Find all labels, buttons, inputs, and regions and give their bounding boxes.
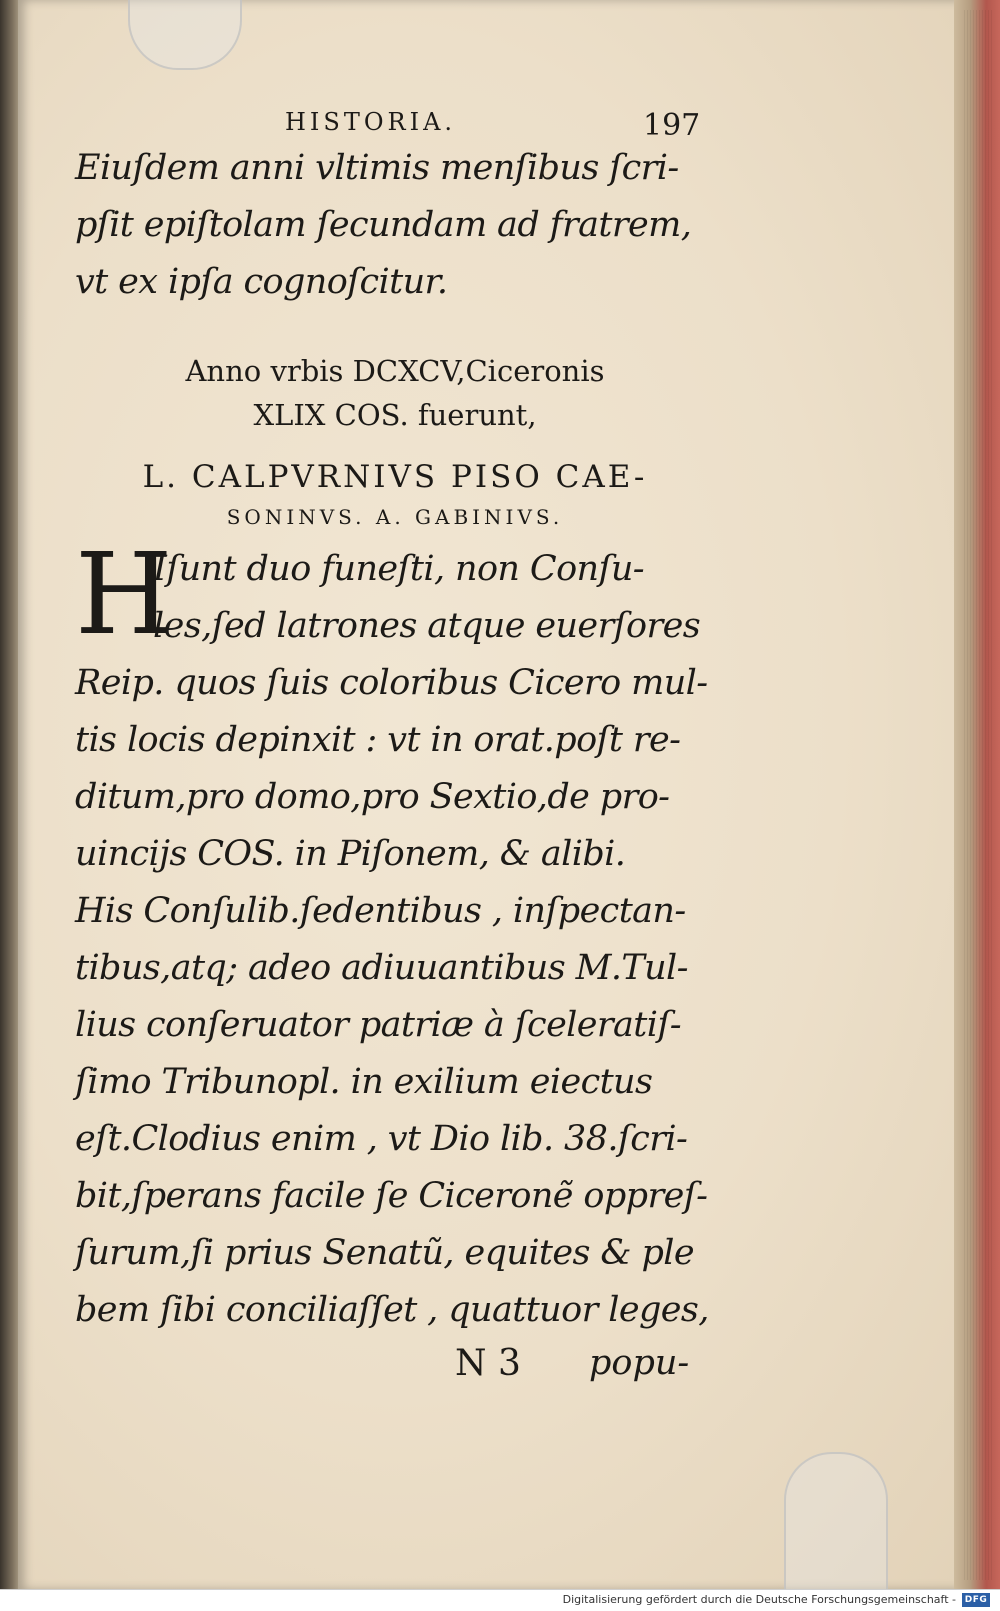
text-line: uincijs COS. in Piſonem, & alibi. bbox=[75, 834, 626, 874]
text-line: tibus,atq; adeo adiuuantibus M.Tul- bbox=[75, 948, 688, 988]
digitization-footer bbox=[0, 1589, 1000, 1611]
text-line: His Conſulib.ſedentibus , inſpectan- bbox=[75, 891, 686, 931]
signature-mark: N 3 bbox=[455, 1343, 521, 1384]
text-line: ſurum,ſi prius Senatũ, equites & ple bbox=[75, 1233, 694, 1273]
intro-paragraph bbox=[75, 140, 715, 311]
running-head bbox=[75, 100, 715, 143]
consuls-line: SONINVS. A. GABINIVS. bbox=[226, 505, 564, 529]
page-clip-bottom bbox=[784, 1452, 888, 1606]
text-line: eſt.Clodius enim , vt Dio lib. 38.ſcri- bbox=[75, 1119, 688, 1159]
book-fore-edge bbox=[954, 0, 1000, 1590]
text-line: vt ex ipſa cognoſcitur. bbox=[75, 262, 448, 302]
footer-credit: Digitalisierung gefördert durch die Deutsche Forschungsgemeinschaft - bbox=[562, 1593, 956, 1606]
text-line: ſimo Tribunopl. in exilium eiectus bbox=[75, 1062, 653, 1102]
text-line: bit,ſperans facile ſe Ciceronẽ oppreſ- bbox=[75, 1176, 708, 1216]
page-number: 197 bbox=[643, 108, 701, 143]
drop-cap: H bbox=[75, 530, 173, 660]
dfg-logo-icon: DFG bbox=[962, 1593, 990, 1607]
page-text bbox=[75, 100, 715, 1399]
text-line: Iſunt duo funeſti, non Conſu- bbox=[153, 549, 645, 589]
fore-edge-texture bbox=[964, 10, 994, 1580]
running-title: HISTORIA. bbox=[285, 108, 457, 136]
catchword: popu- bbox=[589, 1343, 690, 1383]
text-line: bem ſibi conciliaſſet , quattuor leges, bbox=[75, 1290, 709, 1330]
text-line: ditum,pro domo,pro Sextio,de pro- bbox=[75, 777, 670, 817]
year-heading bbox=[75, 349, 715, 437]
text-line: Eiuſdem anni vltimis menſibus ſcri- bbox=[75, 148, 679, 188]
text-line: les,ſed latrones atque euerſores bbox=[153, 606, 701, 646]
body-paragraph bbox=[75, 530, 715, 1339]
text-line: pſit epiſtolam ſecundam ad fratrem, bbox=[75, 205, 692, 245]
year-heading-line: XLIX COS. fuerunt, bbox=[253, 398, 537, 432]
year-heading-line: Anno vrbis DCXCV,Ciceronis bbox=[185, 354, 605, 388]
catchline bbox=[75, 1339, 715, 1399]
text-line: lius conſeruator patriæ à ſceleratiſ- bbox=[75, 1005, 681, 1045]
text-line: Reip. quos ſuis coloribus Cicero mul- bbox=[75, 663, 708, 703]
consuls-heading bbox=[75, 457, 715, 537]
consuls-line: L. CALPVRNIVS PISO CAE- bbox=[142, 459, 648, 495]
text-line: tis locis depinxit : vt in orat.poſt re- bbox=[75, 720, 681, 760]
